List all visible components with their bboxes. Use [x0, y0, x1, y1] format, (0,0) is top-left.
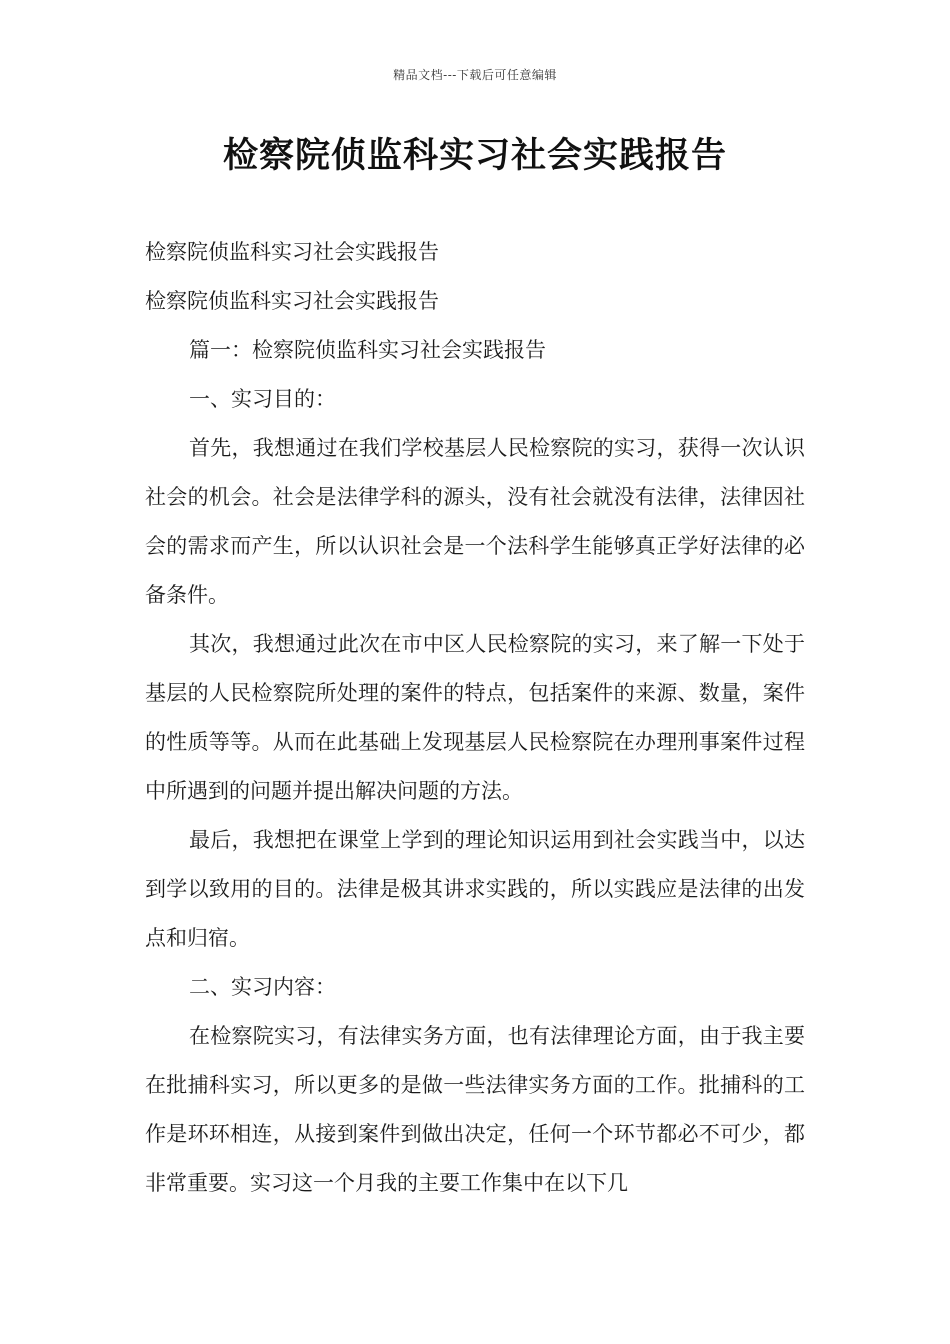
paragraph: 首先，我想通过在我们学校基层人民检察院的实习，获得一次认识社会的机会。社会是法律学科的源头，没有社会就没有法律，法律因社会的需求而产生，所以认识社会是一个法科学生能够真正学好法律的必备条件。	[145, 436, 805, 607]
paragraph: 在检察院实习，有法律实务方面，也有法律理论方面，由于我主要在批捕科实习，所以更多的是做一些法律实务方面的工作。批捕科的工作是环环相连，从接到案件到做出决定，任何一个环节都必不可少，都非常重要。实习这一个月我的主要工作集中在以下几	[145, 1024, 805, 1195]
header-note: 精品文档---下载后可任意编辑	[393, 68, 557, 82]
paragraph: 最后，我想把在课堂上学到的理论知识运用到社会实践当中，以达到学以致用的目的。法律是极其讲求实践的，所以实践应是法律的出发点和归宿。	[145, 828, 805, 950]
paragraph: 检察院侦监科实习社会实践报告	[145, 289, 439, 313]
document-body	[145, 228, 805, 1208]
page-title: 检察院侦监科实习社会实践报告	[222, 136, 727, 176]
paragraph: 其次，我想通过此次在市中区人民检察院的实习，来了解一下处于基层的人民检察院所处理的案件的特点，包括案件的来源、数量，案件的性质等等。从而在此基础上发现基层人民检察院在办理刑事案件过程中所遇到的问题并提出解决问题的方法。	[145, 632, 805, 803]
paragraph: 检察院侦监科实习社会实践报告	[145, 240, 439, 264]
section-heading: 二、实习内容：	[189, 975, 336, 999]
section-heading: 一、实习目的：	[189, 387, 336, 411]
section-heading: 篇一：检察院侦监科实习社会实践报告	[189, 338, 546, 362]
